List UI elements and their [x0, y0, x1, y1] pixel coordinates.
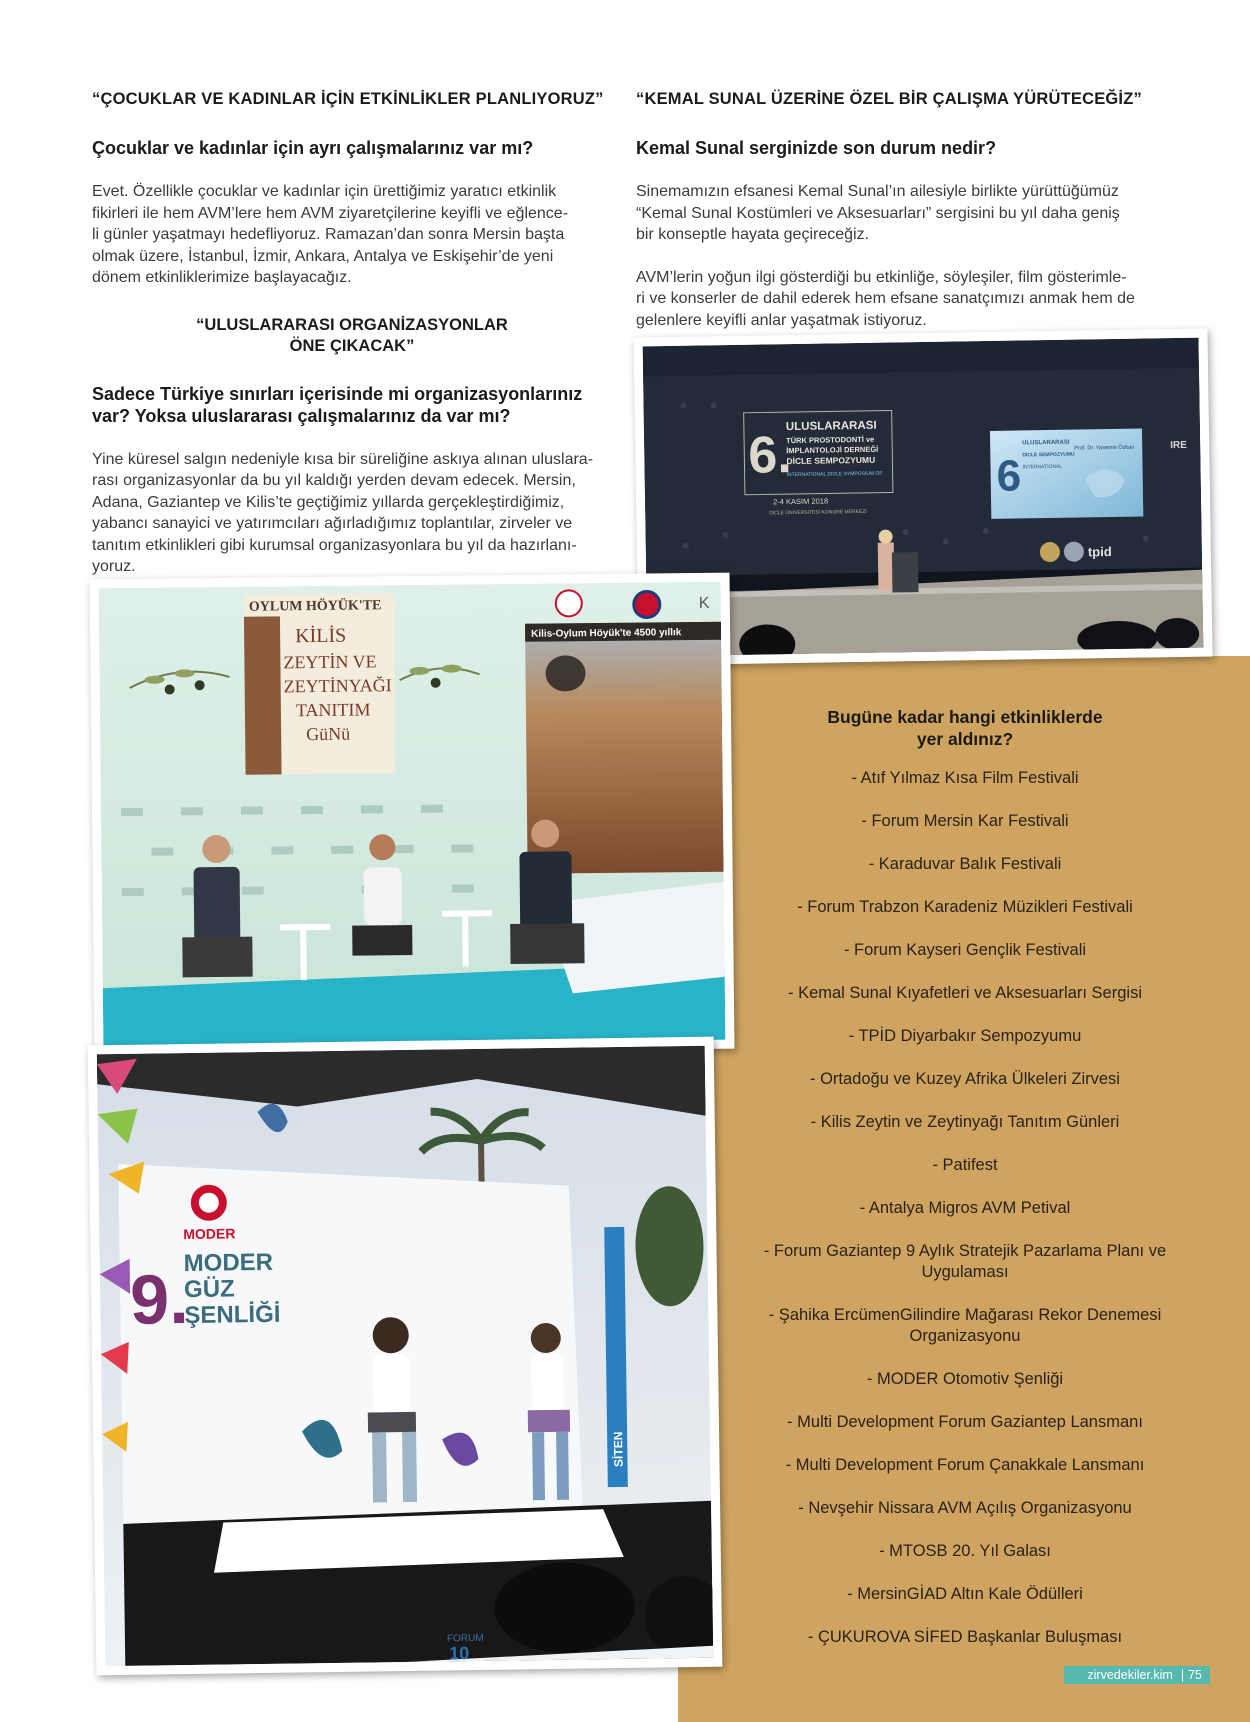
screen-speaker-name: Prof. Dr. Yasemin Özkan: [1074, 444, 1135, 452]
festival-title-line1: MODER: [183, 1248, 274, 1278]
event-item: - Forum Gaziantep 9 Aylık Stratejik Pazarlama Planı ve Uygulaması: [763, 1242, 1167, 1281]
speaker-figure: [878, 542, 895, 590]
answer-kemal-sunal-p1: [636, 181, 1156, 246]
events-list: [740, 706, 1190, 1670]
banner-line3: ZEYTİN VE: [283, 651, 377, 673]
events-title-line: Bugüne kadar hangi etkinliklerde: [827, 707, 1103, 727]
event-item: - Forum Mersin Kar Festivali: [861, 812, 1069, 830]
left-column: [92, 90, 612, 578]
bottom-banner-text: FORUM: [446, 1632, 484, 1645]
text-line: Evet. Özellikle çocuklar ve kadınlar için ürettiğimiz yaratıcı etkinlik: [92, 183, 557, 200]
subhead-international: [92, 315, 612, 357]
photo-moder-festival: [88, 1037, 723, 1676]
conference-side-text: IRE: [1170, 439, 1187, 452]
events-title: [740, 706, 1190, 750]
event-item: - Patifest: [932, 1156, 998, 1174]
text-line: “Kemal Sunal Kostümleri ve Aksesuarları” sergisini bu yıl daha geniş: [636, 204, 1120, 222]
footer-tag: zirvedekiler.kim | 75: [1064, 1666, 1210, 1684]
text-line: rası organizasyonlar da bu yıl kaldığı yerden devam edecek. Mersin,: [92, 472, 576, 489]
footer-site: zirvedekiler.kim: [1087, 1668, 1173, 1682]
conference-logo-line1: ULUSLARARASI: [785, 419, 877, 434]
event-item: - Atıf Yılmaz Kısa Film Festivali: [851, 769, 1079, 787]
banner-line1: OYLUM HÖYÜK'TE: [248, 598, 382, 615]
text-line: olmak üzere, İstanbul, İzmir, Ankara, Antalya ve Eskişehir’de yeni: [92, 247, 554, 265]
question-kemal-sunal: Kemal Sunal serginizde son durum nedir?: [636, 138, 997, 158]
text-line: fikirleri ile hem AVM’lere hem AVM ziyaretçilerine keyifli ve eğlence-: [92, 204, 569, 222]
event-item: - Multi Development Forum Çanakkale Lansmanı: [785, 1456, 1145, 1474]
section-kicker-kemal-sunal: “KEMAL SUNAL ÜZERİNE ÖZEL BİR ÇALIŞMA YÜRÜTECEĞİZ”: [636, 90, 1142, 108]
text-line: yabancı sanayici ve yatırımcıları ağırladığımız toplantılar, zirveler ve: [92, 515, 573, 532]
event-item: - MODER Otomotiv Şenliği: [866, 1370, 1064, 1388]
text-line: AVM’lerin yoğun ilgi gösterdiği bu etkinliğe, söyleşiler, film gösterimle-: [636, 268, 1127, 286]
pole-banner-text: SİTEN: [611, 1431, 626, 1468]
question-children: Çocuklar ve kadınlar için ayrı çalışmalarınız var mı?: [92, 138, 534, 158]
page-number: 75: [1188, 1668, 1202, 1682]
answer-kemal-sunal-p2: [636, 267, 1156, 332]
events-title-line: yer aldınız?: [916, 729, 1014, 749]
text-line: li günler yaşatmayı hedefliyoruz. Ramazan’dan sonra Mersin başta: [92, 226, 565, 243]
text-line: bir konseptle hayata geçireceğiz.: [636, 226, 870, 243]
conference-logo-number: 6.: [747, 426, 793, 485]
screen-line1: ULUSLARARASI: [1022, 439, 1070, 447]
turkish-flag-emblem-icon: [634, 591, 660, 617]
event-item: - Nevşehir Nissara AVM Açılış Organizasyonu: [798, 1499, 1132, 1517]
event-item: - Antalya Migros AVM Petival: [859, 1199, 1071, 1217]
event-item: - MersinGİAD Altın Kale Ödülleri: [847, 1585, 1083, 1603]
festival-title-line2: GÜZ: [183, 1275, 235, 1304]
events-items: [740, 768, 1190, 1648]
text-line: tanıtım etkinlikleri gibi kurumsal organizasyonlara bu yıl da hazırlanı-: [92, 536, 577, 554]
dance-show-image: [97, 1046, 713, 1666]
event-item: - Multi Development Forum Gaziantep Lansmanı: [787, 1413, 1143, 1431]
bottom-banner-number: 10: [449, 1643, 470, 1664]
event-item: - Forum Trabzon Karadeniz Müzikleri Festivali: [797, 898, 1133, 916]
festival-title-line3: ŞENLİĞİ: [184, 1300, 281, 1330]
subhead-line: ÖNE ÇIKACAK”: [289, 336, 415, 355]
question-international: Sadece Türkiye sınırları içerisinde mi organizasyonlarınız var? Yoksa uluslararası çalışmalarınız da var mı?: [92, 383, 583, 426]
festival-number: 9.: [129, 1260, 190, 1339]
moder-brand: MODER: [183, 1225, 236, 1243]
text-line: Sinemamızın efsanesi Kemal Sunal’ın ailesiyle birlikte yürüttüğümüz: [636, 183, 1119, 200]
screen-line3: INTERNATIONAL: [1022, 463, 1063, 471]
conference-logo-date: 2-4 KASIM 2018: [772, 496, 829, 507]
text-line: Yine küresel salgın nedeniyle kısa bir süreliğine askıya alınan uluslara-: [92, 450, 594, 468]
banner-line5: TANITIM: [295, 699, 371, 721]
conference-logo-line2: TÜRK PROSTODONTİ ve: [786, 434, 875, 446]
section-kicker-children: “ÇOCUKLAR VE KADINLAR İÇİN ETKİNLİKLER PLANLIYORUZ”: [92, 90, 604, 108]
event-item: - Forum Kayseri Gençlik Festivali: [843, 941, 1087, 959]
conference-logo-line3: İMPLANTOLOJİ DERNEĞİ: [786, 444, 879, 456]
event-item: - TPİD Diyarbakır Sempozyumu: [848, 1027, 1082, 1045]
podium: [892, 552, 919, 592]
screen-number: 6: [996, 451, 1022, 501]
text-line: gelenlere keyifli anlar yaşatmak istiyoruz.: [636, 311, 927, 329]
banner-line6: GüNü: [306, 723, 351, 745]
text-line: dönem etkinliklerimize başlayacağız.: [92, 269, 352, 286]
conference-logo-line4: DİCLE SEMPOZYUMU: [786, 454, 876, 467]
event-item: - MTOSB 20. Yıl Galası: [879, 1542, 1051, 1560]
text-line: Adana, Gaziantep ve Kilis’te geçtiğimiz yıllarda gerçekleştirdiğimiz,: [92, 493, 565, 511]
photo-olive-oil-day: [90, 573, 735, 1056]
board-caption: Kilis-Oylum Höyük'te 4500 yıllık: [531, 627, 682, 640]
event-item: - Şahika ErcümenGilindire Mağarası Rekor Denemesi Organizasyonu: [768, 1306, 1162, 1345]
right-column: [636, 90, 1156, 331]
stage-backdrop: [118, 1158, 583, 1524]
banner-line4: ZEYTİNYAĞI: [283, 675, 392, 697]
subhead-line: “ULUSLARARASI ORGANİZASYONLAR: [196, 315, 508, 334]
conference-logo-right: tpid: [1087, 544, 1112, 560]
event-item: - Ortadoğu ve Kuzey Afrika Ülkeleri Zirvesi: [810, 1070, 1120, 1088]
text-line: ri ve konserler de dahil ederek hem efsane sanatçımızı anmak hem de: [636, 290, 1135, 307]
event-item: - ÇUKUROVA SİFED Başkanlar Buluşması: [807, 1628, 1123, 1646]
olive-event-image: [99, 582, 726, 1046]
screen-line2: DİCLE SEMPOZYUMU: [1022, 451, 1075, 459]
conference-logo-venue: DİCLE ÜNİVERSİTESİ KONGRE MERKEZİ: [769, 508, 867, 517]
event-item: - Kemal Sunal Kıyafetleri ve Aksesuarları Sergisi: [788, 984, 1142, 1002]
event-item: - Karaduvar Balık Festivali: [868, 855, 1062, 873]
answer-children: [92, 181, 612, 289]
text-line: yoruz.: [92, 558, 136, 575]
event-item: - Kilis Zeytin ve Zeytinyağı Tanıtım Günleri: [810, 1113, 1120, 1131]
ministry-emblem-icon: [556, 590, 582, 616]
answer-international: [92, 449, 612, 578]
conference-logo-line5: INTERNATIONAL DICLE SYMPOSIUM OF: [786, 470, 883, 479]
banner-line2: KİLİS: [295, 624, 347, 648]
corner-letter: K: [698, 594, 710, 612]
